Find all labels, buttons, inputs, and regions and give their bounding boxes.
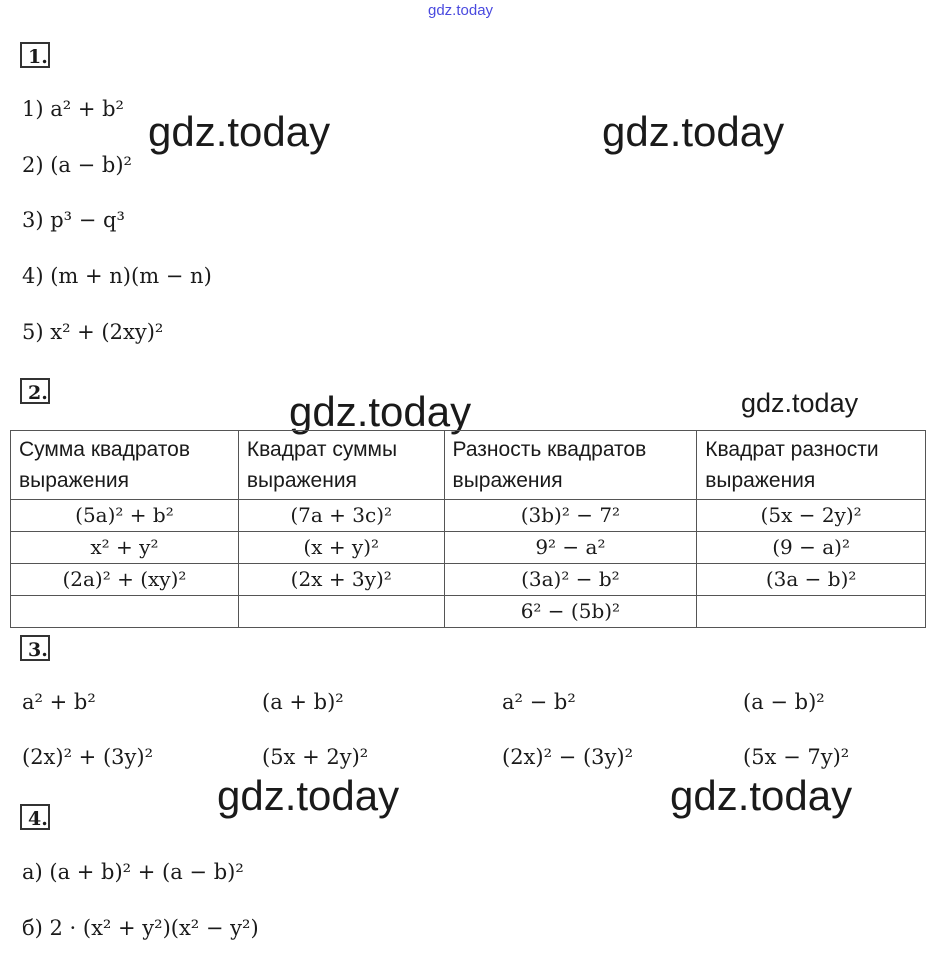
watermark-6: gdz.today	[670, 772, 853, 819]
table-cell	[697, 596, 926, 628]
table-header: Квадрат суммы выражения	[238, 431, 444, 500]
section-1-number: 1.	[20, 42, 50, 68]
table-cell: x² + y²	[11, 532, 239, 564]
table-cell: (3a)² − b²	[444, 564, 697, 596]
s3-expr: (5x + 2y)²	[262, 745, 369, 769]
s1-item-3: 3) p³ − q³	[22, 208, 125, 232]
table-cell: (9 − a)²	[697, 532, 926, 564]
table-header: Квадрат разности выражения	[697, 431, 926, 500]
s4-item-b: б) 2 · (x² + y²)(x² − y²)	[22, 916, 259, 940]
section-4-number: 4.	[20, 804, 50, 830]
s3-expr: (5x − 7y)²	[743, 745, 850, 769]
s1-item-1: 1) a² + b²	[22, 97, 124, 121]
squares-table	[10, 430, 926, 628]
s3-expr: (2x)² − (3y)²	[502, 745, 633, 769]
s4-item-a: а) (a + b)² + (a − b)²	[22, 860, 244, 884]
table-header: Сумма квадратов выражения	[11, 431, 239, 500]
watermark-5: gdz.today	[217, 772, 400, 819]
table-row	[11, 500, 926, 532]
watermark-2: gdz.today	[602, 108, 785, 155]
table-cell: (5x − 2y)²	[697, 500, 926, 532]
s1-item-5: 5) x² + (2xy)²	[22, 320, 164, 344]
table-cell: 9² − a²	[444, 532, 697, 564]
table-cell	[238, 596, 444, 628]
section-2-number: 2.	[20, 378, 50, 404]
s3-expr: a² − b²	[502, 690, 576, 714]
s3-expr: (a − b)²	[743, 690, 825, 714]
table-cell: (2x + 3y)²	[238, 564, 444, 596]
table-cell	[11, 596, 239, 628]
table-header: Разность квадратов выражения	[444, 431, 697, 500]
table-header-row	[11, 431, 926, 500]
s1-item-2: 2) (a − b)²	[22, 153, 132, 177]
s1-item-4: 4) (m + n)(m − n)	[22, 264, 212, 288]
table-row	[11, 596, 926, 628]
s3-expr: a² + b²	[22, 690, 96, 714]
watermark-4: gdz.today	[741, 388, 859, 418]
watermark-3: gdz.today	[289, 388, 472, 435]
table-cell: (x + y)²	[238, 532, 444, 564]
table-cell: (2a)² + (xy)²	[11, 564, 239, 596]
s3-expr: (2x)² + (3y)²	[22, 745, 153, 769]
table-row	[11, 564, 926, 596]
table-cell: (7a + 3c)²	[238, 500, 444, 532]
table-row	[11, 532, 926, 564]
table-cell: 6² − (5b)²	[444, 596, 697, 628]
table-cell: (3a − b)²	[697, 564, 926, 596]
section-3-number: 3.	[20, 635, 50, 661]
s3-expr: (a + b)²	[262, 690, 344, 714]
top-watermark: gdz.today	[428, 2, 494, 19]
table-cell: (5a)² + b²	[11, 500, 239, 532]
table-cell: (3b)² − 7²	[444, 500, 697, 532]
watermark-1: gdz.today	[148, 108, 331, 155]
